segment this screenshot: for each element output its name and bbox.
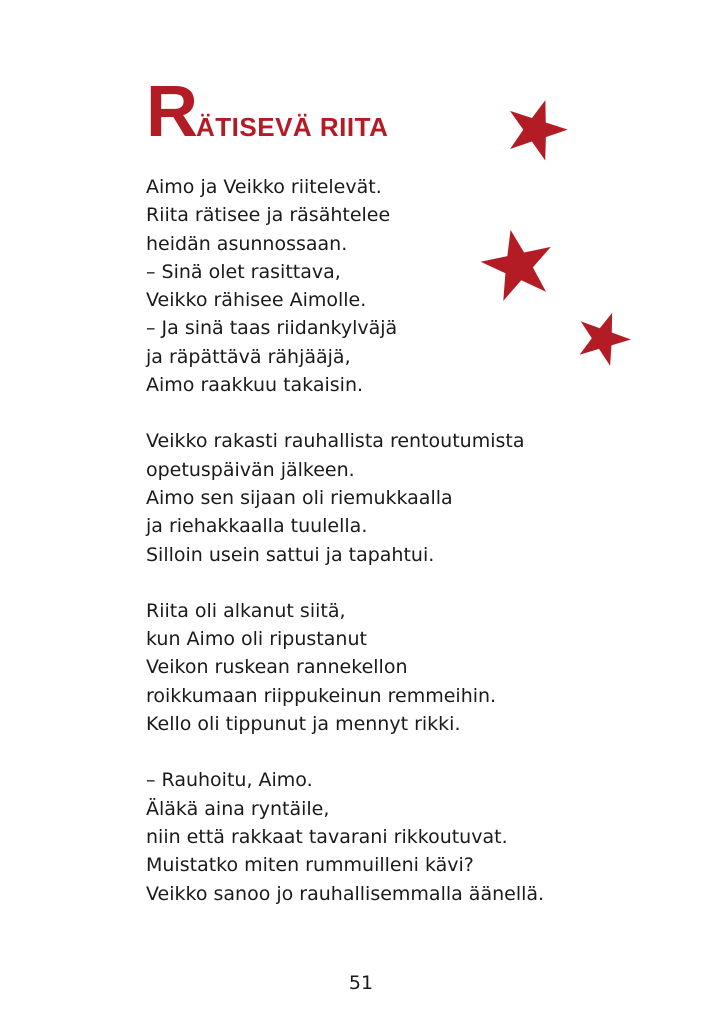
poem-line: – Ja sinä taas riidankylväjä xyxy=(146,317,398,340)
poem-line: Kello oli tippunut ja mennyt rikki. xyxy=(146,713,461,736)
poem-line: Veikko rakasti rauhallista rentoutumista xyxy=(146,430,525,453)
poem-line: heidän asunnossaan. xyxy=(146,232,348,255)
poem-line: Riita oli alkanut siitä, xyxy=(146,599,346,622)
poem-line: niin että rakkaat tavarani rikkoutuvat. xyxy=(146,825,508,848)
poem-line: ja riehakkaalla tuulella. xyxy=(146,515,368,538)
stanza xyxy=(146,766,686,907)
title-initial: R xyxy=(146,72,196,152)
poem-line: – Sinä olet rasittava, xyxy=(146,260,341,283)
poem-line: Muistatko miten rummuilleni kävi? xyxy=(146,854,474,877)
poem-line: Aimo raakkuu takaisin. xyxy=(146,374,364,397)
star-icon xyxy=(503,96,569,162)
page-title xyxy=(146,72,389,152)
stanza xyxy=(146,173,686,399)
poem-line: roikkumaan riippukeinun remmeihin. xyxy=(146,684,497,707)
poem-line: Äläkä aina ryntäile, xyxy=(146,797,330,820)
poem-line: ja räpättävä rähjääjä, xyxy=(146,345,351,368)
poem-line: Silloin usein sattui ja tapahtui. xyxy=(146,543,435,566)
poem-line: Veikko sanoo jo rauhallisemmalla äänellä. xyxy=(146,882,545,905)
poem-line: Veikko rähisee Aimolle. xyxy=(146,289,367,312)
poem-line: opetuspäivän jälkeen. xyxy=(146,458,355,481)
poem-line: Veikon ruskean rannekellon xyxy=(146,656,408,679)
poem-line: – Rauhoitu, Aimo. xyxy=(146,769,313,792)
stanza xyxy=(146,427,686,568)
poem-line: kun Aimo oli ripustanut xyxy=(146,628,367,651)
poem-text xyxy=(146,173,686,936)
stanza xyxy=(146,597,686,738)
poem-line: Riita rätisee ja räsähtelee xyxy=(146,204,391,227)
poem-line: Aimo sen sijaan oli riemukkaalla xyxy=(146,486,453,509)
page-number: 51 xyxy=(348,972,374,994)
title-rest: ÄTISEVÄ RIITA xyxy=(196,112,389,142)
poem-line: Aimo ja Veikko riitelevät. xyxy=(146,176,382,198)
